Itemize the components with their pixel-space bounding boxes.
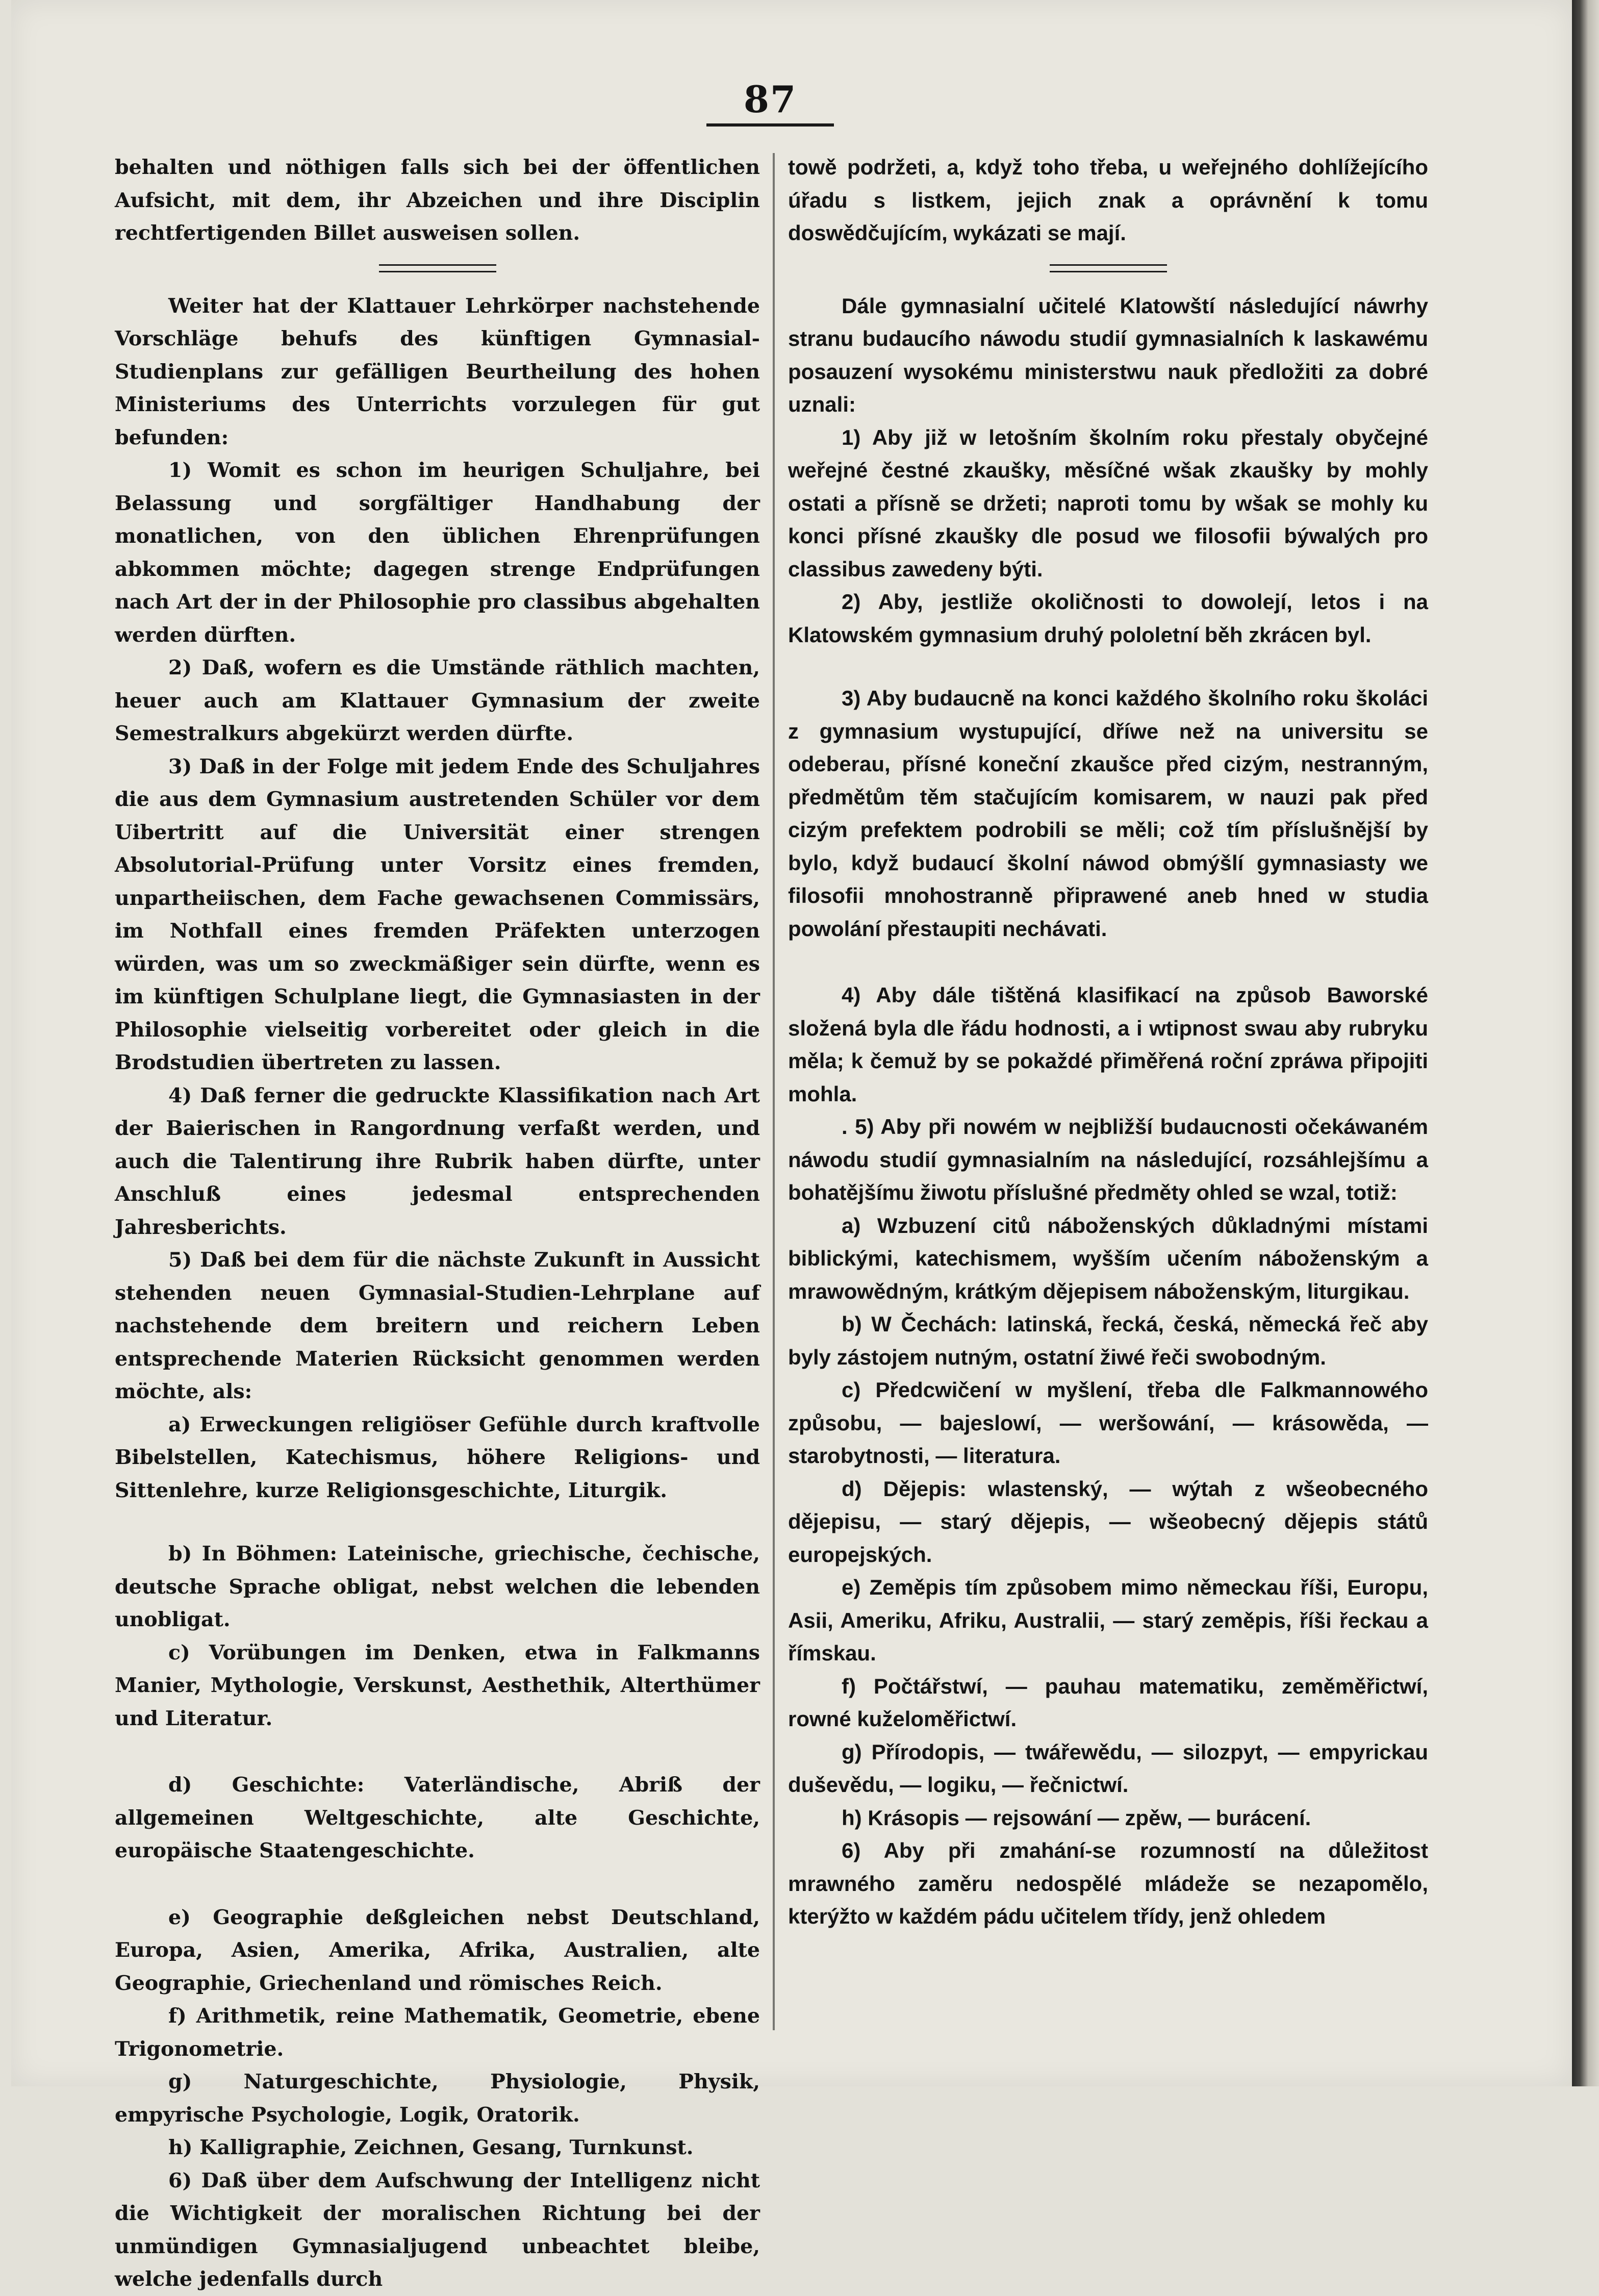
paragraph-item-4: 4) Aby dále tištěná klasifikací na způsob Baworské složená byla dle řádu hodnosti, a i wtipnost swau aby rubryku měla; k čemuž by se pokaždé přiměřená roční zpráwa připojiti mohla.: [788, 983, 1428, 1106]
paragraph-item-5e: e) Geographie deßgleichen nebst Deutschland, Europa, Asien, Amerika, Afrika, Australien, alte Geographie, Griechenland und römisches Reich.: [115, 1905, 760, 1995]
paragraph-item-5d: d) Dějepis: wlastenský, — wýtah z wšeobecného dějepisu, — starý dějepis, — wšeobecný dějepis států europejských.: [788, 1476, 1428, 1567]
german-column: [115, 151, 760, 2296]
paragraph-item-5f: f) Arithmetik, reine Mathematik, Geometrie, ebene Trigonometrie.: [115, 2004, 760, 2061]
paragraph-item-5b: b) W Čechách: latinská, řecká, česká, německá řeč aby byly zástojem nutným, ostatní žiwé řeči swobodným.: [788, 1312, 1428, 1369]
paragraph-item-2: 2) Daß, wofern es die Umstände räthlich machten, heuer auch am Klattauer Gymnasium der zweite Semestralkurs abgekürzt werden dürfte.: [115, 656, 760, 745]
section-separator: [1050, 264, 1167, 272]
paragraph-item-2: 2) Aby, jestliže okoličnosti to dowolejí, letos i na Klatowském gymnasium druhý pololetní běh zkrácen byl.: [788, 590, 1428, 647]
paragraph-item-5f: f) Počtářstwí, — pauhau matematiku, zeměměřictwí, rowné kuželoměřictwí.: [788, 1674, 1428, 1731]
paragraph-continuation: behalten und nöthigen falls sich bei der öffentlichen Aufsicht, mit dem, ihr Abzeichen und ihre Disciplin rechtfertigenden Billet ausweisen sollen.: [115, 156, 760, 245]
paragraph-item-1: 1) Womit es schon im heurigen Schuljahre, bei Belassung und sorgfältiger Handhabung der monatlichen, von den üblichen Ehrenprüfungen abkommen möchte; dagegen strenge Endprüfungen nach Art der in der Philosophie pro classibus abgehalten werden dürften.: [115, 459, 760, 647]
paragraph-continuation: towě podržeti, a, když toho třeba, u weřejného dohlížejícího úřadu s listkem, jejich znak a oprávnění k tomu doswědčujícím, wykázati se mají.: [788, 155, 1428, 245]
paragraph-item-5: . 5) Aby při nowém w nejbližší budaucnosti očekáwaném náwodu studií gymnasialním na následující, rozsáhlejšímu a bohatějšímu žiwotu příslušné předměty ohled se wzal, totiž:: [788, 1115, 1428, 1204]
paragraph-item-5b: b) In Böhmen: Lateinische, griechische, čechische, deutsche Sprache obligat, nebst welchen die lebenden unobligat.: [115, 1542, 760, 1631]
paragraph-item-5h: h) Krásopis — rejsowání — zpěw, — burácení.: [842, 1805, 1311, 1830]
section-separator: [379, 264, 496, 272]
paragraph-item-3: 3) Aby budaucně na konci každého školního roku školáci z gymnasium wystupující, dříwe než na universitu se odeberau, přísné koneční zkaušce před cizým, nestranným, předmětům těm stačujícím komisarem, w nauzi pak před cizým prefektem podrobili se měli; což tím příslušnější by bylo, když budaucí školní náwod obmýšlí gymnasiasty we filosofii mnohostranně připrawené aneb hned w studia powolání přestaupiti nechávati.: [788, 686, 1428, 941]
paragraph-item-5g: g) Naturgeschichte, Physiologie, Physik, empyrische Psychologie, Logik, Oratorik.: [115, 2070, 760, 2127]
paragraph-item-3: 3) Daß in der Folge mit jedem Ende des Schuljahres die aus dem Gymnasium austretenden Schüler vor dem Uibertritt auf die Universität einer strengen Absolutorial-Prüfung unter Vorsitz eines fremden, unpartheiischen, dem Fache gewachsenen Commissärs, im Nothfall eines fremden Präfekten unterzogen würden, was um so zweckmäßiger sein dürfte, wenn es im künftigen Schulplane liegt, die Gymnasiasten in der Philosophie vielseitig vorbereitet oder gleich in die Brodstudien übertreten zu lassen.: [115, 754, 760, 1074]
page-header: [706, 77, 834, 127]
paragraph-item-5e: e) Zeměpis tím způsobem mimo německau říši, Europu, Asii, Ameriku, Afriku, Australii, — starý zeměpis, říši řeckau a římskau.: [788, 1575, 1428, 1665]
paragraph-item-1: 1) Aby již w letošním školním roku přestaly obyčejné weřejné čestné zkaušky, měsíčné wšak zkaušky by mohly ostati a přísně se držeti; naproti tomu by wšak se mohly ku konci přísné zkaušky dle posud we filosofii býwalých pro classibus zawedeny býti.: [788, 425, 1428, 581]
paragraph-item-5d: d) Geschichte: Vaterländische, Abriß der allgemeinen Weltgeschichte, alte Geschichte, europäische Staatengeschichte.: [115, 1773, 760, 1862]
paragraph-item-5a: a) Erweckungen religiöser Gefühle durch kraftvolle Bibelstellen, Katechismus, höhere Religions- und Sittenlehre, kurze Religionsgeschichte, Liturgik.: [115, 1412, 760, 1502]
czech-column: [788, 151, 1428, 1933]
paragraph-item-5: 5) Daß bei dem für die nächste Zukunft in Aussicht stehenden neuen Gymnasial-Studien-Lehrplane auf nachstehende dem breitern und reichern Leben entsprechende Materien Rücksicht genommen werden möchte, als:: [115, 1248, 760, 1403]
paragraph-item-6: 6) Aby při zmahání-se rozumností na důležitost mrawného zaměru nedospělé mládeže se nezapomělo, kterýžto w každém pádu učitelem třídy, jenž ohledem: [788, 1838, 1428, 1928]
paragraph-item-5g: g) Přírodopis, — twářewědu, — silozpyt, — empyrickau duševědu, — logiku, — řečnictwí.: [788, 1739, 1428, 1797]
paragraph-item-5c: c) Vorübungen im Denken, etwa in Falkmanns Manier, Mythologie, Verskunst, Aesthethik, Alterthümer und Literatur.: [115, 1641, 760, 1730]
paragraph-item-5c: c) Předcwičení w myšlení, třeba dle Falkmannowého způsobu, — bajeslowí, — weršowání, — krásowěda, — starobytnosti, — literatura.: [788, 1378, 1428, 1468]
paragraph-item-6: 6) Daß über dem Aufschwung der Intelligenz nicht die Wichtigkeit der moralischen Richtung bei der unmündigen Gymnasialjugend unbeachtet bleibe, welche jedenfalls durch: [115, 2168, 760, 2291]
header-rule: [706, 123, 834, 127]
book-spine-edge: [1572, 0, 1599, 2086]
page-number: 87: [743, 78, 797, 121]
paragraph-intro: Dále gymnasialní učitelé Klatowští následující náwrhy stranu budaucího náwodu studií gymnasialních k laskawému posauzení wysokému ministerstwu nauk předložiti za dobré uznali:: [788, 293, 1428, 416]
paragraph-intro: Weiter hat der Klattauer Lehrkörper nachstehende Vorschläge behufs des künftigen Gymnasial-Studienplans zur gefälligen Beurtheilung des hohen Ministeriums des Unterrichts vorzulegen für gut befunden:: [115, 294, 760, 449]
column-divider: [773, 153, 775, 2030]
paragraph-item-5h: h) Kalligraphie, Zeichnen, Gesang, Turnkunst.: [168, 2136, 694, 2159]
paragraph-item-5a: a) Wzbuzení citů náboženských důkladnými místami biblickými, katechismem, wyšším učením náboženským a mrawowědným, krátkým dějepisem náboženským, liturgikau.: [788, 1213, 1428, 1303]
paragraph-item-4: 4) Daß ferner die gedruckte Klassifikation nach Art der Baierischen in Rangordnung verfaßt werden, und auch die Talentirung ihre Rubrik haben dürfte, unter Anschluß eines jedesmal entsprechenden Jahresberichts.: [115, 1083, 760, 1239]
